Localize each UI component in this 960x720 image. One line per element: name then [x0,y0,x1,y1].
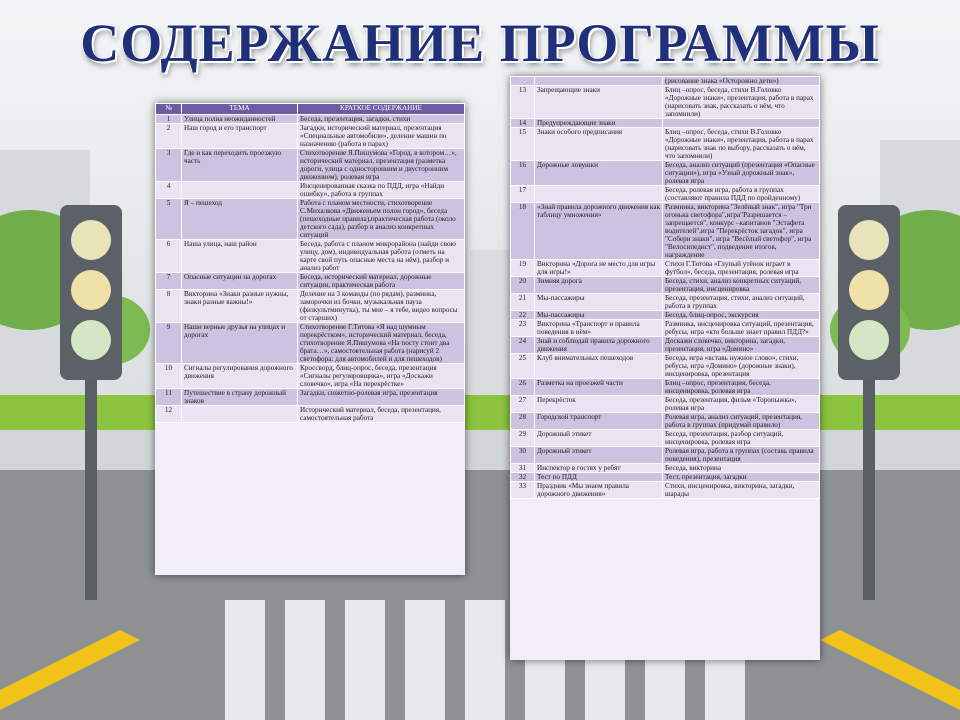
row-topic: Разметка на проезжей части [535,379,663,396]
row-topic: Праздник «Мы знаем правила дорожного движения» [535,482,663,499]
row-topic: Викторина «Знаки разные нужны, знаки разные важны!» [182,290,298,323]
row-content: Ролевая игра, работа в группах (составь правила поведения), презентация [663,447,820,464]
table-row [156,364,465,389]
row-topic: Викторина «Дорога не место для игры для игры!» [535,260,663,277]
table-row [156,182,465,199]
table-row [156,273,465,290]
row-topic: Наш город и его транспорт [182,124,298,149]
table-row [511,379,820,396]
row-number [511,77,535,86]
table-row [511,161,820,186]
row-content: Беседа, викторина [663,464,820,473]
row-topic: Тест по ПДД [535,473,663,482]
table-row [511,203,820,260]
row-topic: Дорожный этикет [535,430,663,447]
row-topic: Мы-пассажиры [535,294,663,311]
row-content: Ролевая игра, анализ ситуаций, презентация, работа в группах (придумай правило) [663,413,820,430]
table-row [511,337,820,354]
table-row [156,389,465,406]
table-row [511,482,820,499]
row-number: 24 [511,337,535,354]
table-row [156,323,465,364]
table-row [511,430,820,447]
row-topic: Зимняя дорога [535,277,663,294]
row-topic: Где и как переходить проезжую часть [182,149,298,182]
row-number: 29 [511,430,535,447]
row-number: 31 [511,464,535,473]
row-content: Беседа, презентация, фильм «Торопыжка», ролевая игра [663,396,820,413]
table-row [156,115,465,124]
row-content: Загадки, сюжетно-ролевая игра, презентация [298,389,465,406]
row-number: 4 [156,182,182,199]
row-number: 5 [156,199,182,240]
row-number: 18 [511,203,535,260]
table-row [511,464,820,473]
row-number: 10 [156,364,182,389]
row-content: Беседа, стихи, анализ конкретных ситуаций, презентация, инсценировка [663,277,820,294]
row-number: 20 [511,277,535,294]
row-topic: Сигналы регулирования дорожного движения [182,364,298,389]
row-topic: Наша улица, наш район [182,240,298,273]
row-content: Кроссворд, блиц-опрос, беседа, презентация «Сигналы регулировщика», игра «Доскажи словечко», игра «На перекрёстке» [298,364,465,389]
table-row [156,406,465,423]
row-number: 33 [511,482,535,499]
row-number: 32 [511,473,535,482]
row-content: Работа с планом местности, стихотворение С.Михалкова «Движеньем полон город», беседа (пешеходные правила),практическая работа (около детского сада), разбор и анализ конкретных ситуаций [298,199,465,240]
table-row [511,77,820,86]
table-row [511,260,820,277]
page-title: СОДЕРЖАНИЕ ПРОГРАММЫ [80,13,880,73]
row-content: Беседа, ролевая игра, работа в группах (составляют правила ПДД по пройденному) [663,186,820,203]
row-content: (рисование знака «Осторожно дети») [663,77,820,86]
row-number: 13 [511,86,535,119]
row-topic: «Знай правила дорожного движения как таблицу умножения» [535,203,663,260]
row-content: Стихи Г.Титова «Глупый утёнок играет в футбол», беседа, презентация, ролевая игра [663,260,820,277]
table-row [511,311,820,320]
row-number: 11 [156,389,182,406]
table-row [511,128,820,161]
row-topic: Перекрёсток [535,396,663,413]
row-topic: Путешествие в страну дорожный знаков [182,389,298,406]
row-topic: Викторина «Транспорт и правила поведения в нём» [535,320,663,337]
table-row [156,149,465,182]
table-row [511,320,820,337]
row-content: Деление на 3 команды (по рядам), разминка, заморочки из бочки, музыкальная пауза (физкультминутка), ты мне – я тебе, видео вопросы от старших) [298,290,465,323]
row-number: 1 [156,115,182,124]
row-number: 23 [511,320,535,337]
row-content: Загадки, исторический материал, презентация «Специальные автомобили», деление машин по назначению (работа в парах) [298,124,465,149]
header-topic: ТЕМА [182,104,298,115]
table-header-row [156,104,465,115]
row-content [663,119,820,128]
row-number: 8 [156,290,182,323]
row-topic: Знай и соблюдай правила дорожного движения [535,337,663,354]
row-content: Беседа, работа с планом микрорайона (найди свою улицу, дом), индивидуальная работа (отметь на карте свой путь опасные места на нём), разбор и анализ работ [298,240,465,273]
row-number: 21 [511,294,535,311]
table-row [511,447,820,464]
row-number: 6 [156,240,182,273]
row-number: 3 [156,149,182,182]
program-table-right [510,76,820,660]
table-row [156,199,465,240]
row-content: Стихотворение Г.Титова «Я над шумным перекрёстком», исторический материал, беседа, стихотворение Я.Пишумова «На посту стоит два брата…», самостоятельная работа (нарисуй 2 светофора: для автомобилей и для пешеходов) [298,323,465,364]
table-row [156,240,465,273]
row-topic: Инспектор в гостях у ребят [535,464,663,473]
row-number: 19 [511,260,535,277]
table-row [511,277,820,294]
row-topic: Городской транспорт [535,413,663,430]
row-topic: Дорожные ловушки [535,161,663,186]
row-number: 9 [156,323,182,364]
row-content: Беседа, игра «вставь нужное слово», стихи, ребусы, игра «Домино» (дорожные знаки), инсценировка, презентация [663,354,820,379]
row-content: Инсценированная сказка по ПДД, игра «Найди ошибку», работа в группах [298,182,465,199]
row-topic: Знаки особого предписания [535,128,663,161]
row-topic [182,182,298,199]
row-content: Блиц –опрос, беседа, стихи В.Головко «Дорожные знаки», презентация, работа в парах (нарисовать знак по выбору, рассказать о нём, что запомнили) [663,128,820,161]
row-content: Беседа, анализ ситуаций (презентация «Опасные ситуации»), игра «Узнай дорожный знак», ролевая игра [663,161,820,186]
row-topic: Запрещающие знаки [535,86,663,119]
header-content: КРАТКОЕ СОДЕРЖАНИЕ [298,104,465,115]
row-number: 25 [511,354,535,379]
row-number: 12 [156,406,182,423]
header-number: № [156,104,182,115]
row-content: Стихи, инсценировка, викторина, загадки, шарады [663,482,820,499]
row-topic: Дорожный этикет [535,447,663,464]
row-content: Беседа, презентация, загадки, стихи [298,115,465,124]
table-row [511,396,820,413]
row-content: Блиц –опрос, презентация, беседа, инсценировка, ролевая игра [663,379,820,396]
row-topic: Опасные ситуации на дорогах [182,273,298,290]
row-number: 17 [511,186,535,203]
row-number: 16 [511,161,535,186]
row-topic: Мы-пассажиры [535,311,663,320]
row-content: Исторический материал, беседа, презентация, самостоятельная работа [298,406,465,423]
table-row [511,119,820,128]
row-number: 15 [511,128,535,161]
row-content: Беседа, исторический материал, дорожные ситуации, практическая работа [298,273,465,290]
row-number: 7 [156,273,182,290]
row-number: 28 [511,413,535,430]
row-number: 22 [511,311,535,320]
row-content: Беседа, презентация, разбор ситуаций, инсценировка, ролевая игра [663,430,820,447]
row-topic: Улица полна неожиданностей [182,115,298,124]
row-content: Блиц –опрос, беседа, стихи В.Головко «Дорожные знаки», презентация, работа в парах (нарисовать знак, рассказать о нём, что запомнили) [663,86,820,119]
row-number: 26 [511,379,535,396]
row-number: 14 [511,119,535,128]
row-topic [535,186,663,203]
table-row [511,413,820,430]
table-row [511,473,820,482]
row-content: Разминка, викторина "Зелёный знак", игра "Три огонька светофора",игра"Разрешается – запрещается", конкурс –капитанов "Эстафета водителей",игра "Перекрёсток загадок", игра "Собери знаки", игра "Весёлый светофор", игра "Велосипедист", подведение итогов, награждение [663,203,820,260]
row-content: Беседа, блиц-опрос, экскурсия [663,311,820,320]
row-topic: Клуб внимательных пешеходов [535,354,663,379]
table-row [156,124,465,149]
row-content: Тест, презентация, загадки [663,473,820,482]
row-number: 2 [156,124,182,149]
row-topic: Наши верные друзья на улицах и дорогах [182,323,298,364]
table-row [156,290,465,323]
table-row [511,186,820,203]
program-table-left [155,103,465,575]
table-row [511,86,820,119]
row-topic [535,77,663,86]
row-topic [182,406,298,423]
row-content: Стихотворение Я.Пишумова «Город, в котором…», исторический материал, презентация (разметка дороги, улица с односторонним и двусторонним движением), ролевая игра [298,149,465,182]
row-number: 27 [511,396,535,413]
row-content: Доскажи словечко, викторина, загадки, презентация, игра «Домино» [663,337,820,354]
row-number: 30 [511,447,535,464]
row-content: Беседа, презентация, стихи, анализ ситуаций, работа в группах [663,294,820,311]
table-row [511,294,820,311]
table-row [511,354,820,379]
row-content: Разминка, инсценировка ситуаций, презентация, ребусы, игра «кто больше знает правил ПДД?» [663,320,820,337]
row-topic: Я – пешеход [182,199,298,240]
row-topic: Предупреждающие знаки [535,119,663,128]
